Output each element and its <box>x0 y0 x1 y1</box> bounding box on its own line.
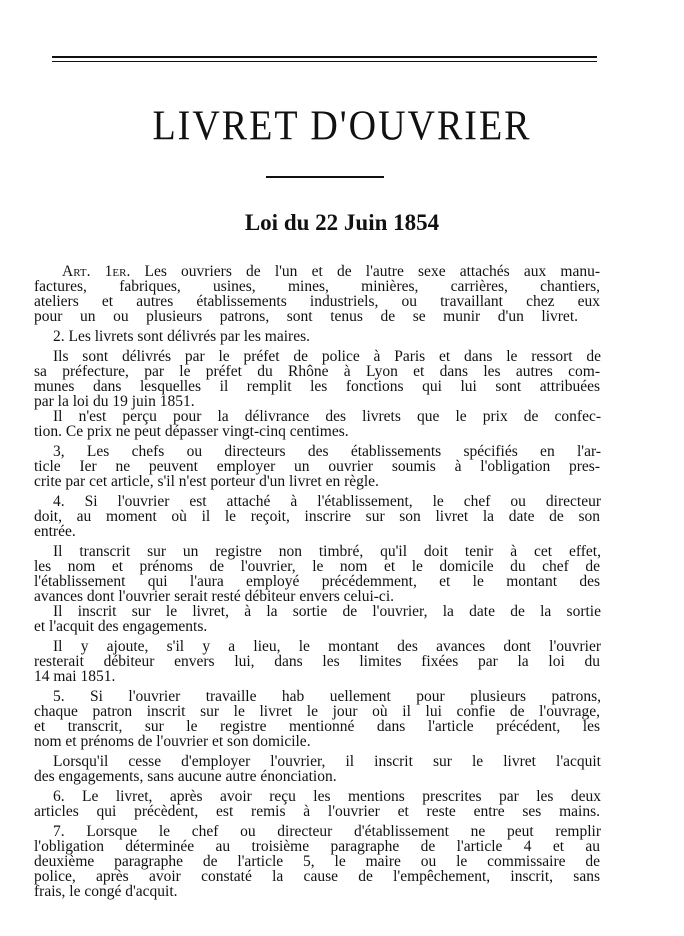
text-line-content: deuxième paragraphe de l'article 5, le maire ou le commissaire de <box>34 853 600 870</box>
text-line <box>34 884 224 900</box>
rule-line-thick <box>52 56 597 58</box>
page-title: LIVRET D'OUVRIER <box>152 102 532 150</box>
article-1-label: Art. 1er. <box>62 263 131 280</box>
text-line-content: l'établissement qui l'aura employé précédemment, et le montant des <box>34 573 600 590</box>
text-line-content: 3, Les chefs ou directeurs des établissements spécifiés en l'ar- <box>53 443 601 460</box>
text-line-content: les nom et prénoms de l'ouvrier, le nom et le domicile du chef de <box>34 558 600 575</box>
text-line <box>34 474 512 490</box>
text-line-content: doit, au moment où il le reçoit, inscrire sur son livret la date de son <box>34 508 600 525</box>
text-line-content: 4. Si l'ouvrier est attaché à l'établissement, le chef ou directeur <box>53 493 601 510</box>
text-line-content: ateliers et autres établissements industriels, ou travaillant chez eux <box>34 293 600 310</box>
text-line-content: 7. Lorsque le chef ou directeur d'établissement ne peut remplir <box>53 823 601 840</box>
text-line-content: Il transcrit sur un registre non timbré, qu'il doit tenir à cet effet, <box>53 543 601 560</box>
text-line-content: par la loi du 19 juin 1851. <box>34 393 195 410</box>
rule-line-thin <box>52 61 597 62</box>
text-line-content: resterait débiteur envers lui, dans les limites fixées par la loi du <box>34 653 600 670</box>
text-line-content: et transcrit, sur le registre mentionné dans l'article précédent, les <box>34 718 600 735</box>
text-line-content: 6. Le livret, après avoir reçu les mentions prescrites par les deux <box>53 788 601 805</box>
text-line <box>34 619 272 635</box>
text-line-content: Lorsqu'il cesse d'employer l'ouvrier, il inscrit sur le livret l'acquit <box>53 753 601 770</box>
text-line-content: avances dont l'ouvrier serait resté débiteur envers celui-ci. <box>34 588 394 605</box>
text-line-content: tion. Ce prix ne peut dépasser vingt-cinq centimes. <box>34 423 349 440</box>
top-double-rule <box>52 56 597 64</box>
text-line <box>34 669 124 685</box>
text-line-content: ticle Ier ne peuvent employer un ouvrier soumis à l'obligation pres- <box>34 458 600 475</box>
text-line-content: frais, le congé d'acquit. <box>34 883 178 900</box>
text-line-content: des engagements, sans aucune autre énonciation. <box>34 768 337 785</box>
text-line-content: factures, fabriques, usines, mines, minières, carrières, chantiers, <box>34 278 600 295</box>
text-line-content: pour un ou plusieurs patrons, sont tenus de se munir d'un livret. <box>34 308 578 325</box>
text-line-content: l'obligation déterminée au troisième paragraphe de l'article 4 et au <box>34 838 600 855</box>
text-line <box>34 769 446 785</box>
text-line-content: Il n'est perçu pour la délivrance des livrets que le prix de confec- <box>53 408 601 425</box>
title-underline-rule <box>266 176 384 178</box>
text-line <box>34 309 578 325</box>
text-line-content: et l'acquit des engagements. <box>34 618 208 635</box>
text-line-content: Ils sont délivrés par le préfet de police à Paris et dans le ressort de <box>53 348 601 365</box>
text-line-content: chaque patron inscrit sur le livret le jour où il lui confie de l'ouvrage, <box>34 703 600 720</box>
text-line <box>34 734 392 750</box>
text-line <box>53 329 353 345</box>
text-line <box>34 524 92 540</box>
text-line-content: sa préfecture, par le préfet du Rhône à Lyon et dans les autres com- <box>34 363 600 380</box>
text-line-content: nom et prénoms de l'ouvrier et son domicile. <box>34 733 311 750</box>
text-line-content: crite par cet article, s'il n'est porteur d'un livret en règle. <box>34 473 379 490</box>
text-line-content: police, après avoir constaté la cause de l'empêchement, inscrit, sans <box>34 868 600 885</box>
text-line <box>34 654 600 670</box>
text-line-content: 14 mai 1851. <box>34 668 116 685</box>
text-line-content: munes dans lesquelles il remplit les fonctions qui lui sont attribuées <box>34 378 600 395</box>
text-line-content: Il y ajoute, s'il y a lieu, le montant des avances dont l'ouvrier <box>53 638 601 655</box>
text-line <box>34 509 600 525</box>
text-line-content: 2. Les livrets sont délivrés par les maires. <box>53 328 310 345</box>
text-line-content: Il inscrit sur le livret, à la sortie de l'ouvrier, la date de la sortie <box>53 603 601 620</box>
text-line-content: Les ouvriers de l'un et de l'autre sexe attachés aux manu- <box>130 263 600 280</box>
text-line-content: articles qui précèdent, est remis à l'ouvrier et reste entre ses mains. <box>34 803 600 820</box>
text-line-content: 5. Si l'ouvrier travaille hab uellement pour plusieurs patrons, <box>53 688 601 705</box>
law-subtitle: Loi du 22 Juin 1854 <box>244 210 440 235</box>
text-line <box>34 804 600 820</box>
text-line <box>34 424 470 440</box>
text-line-content: entrée. <box>34 523 76 540</box>
